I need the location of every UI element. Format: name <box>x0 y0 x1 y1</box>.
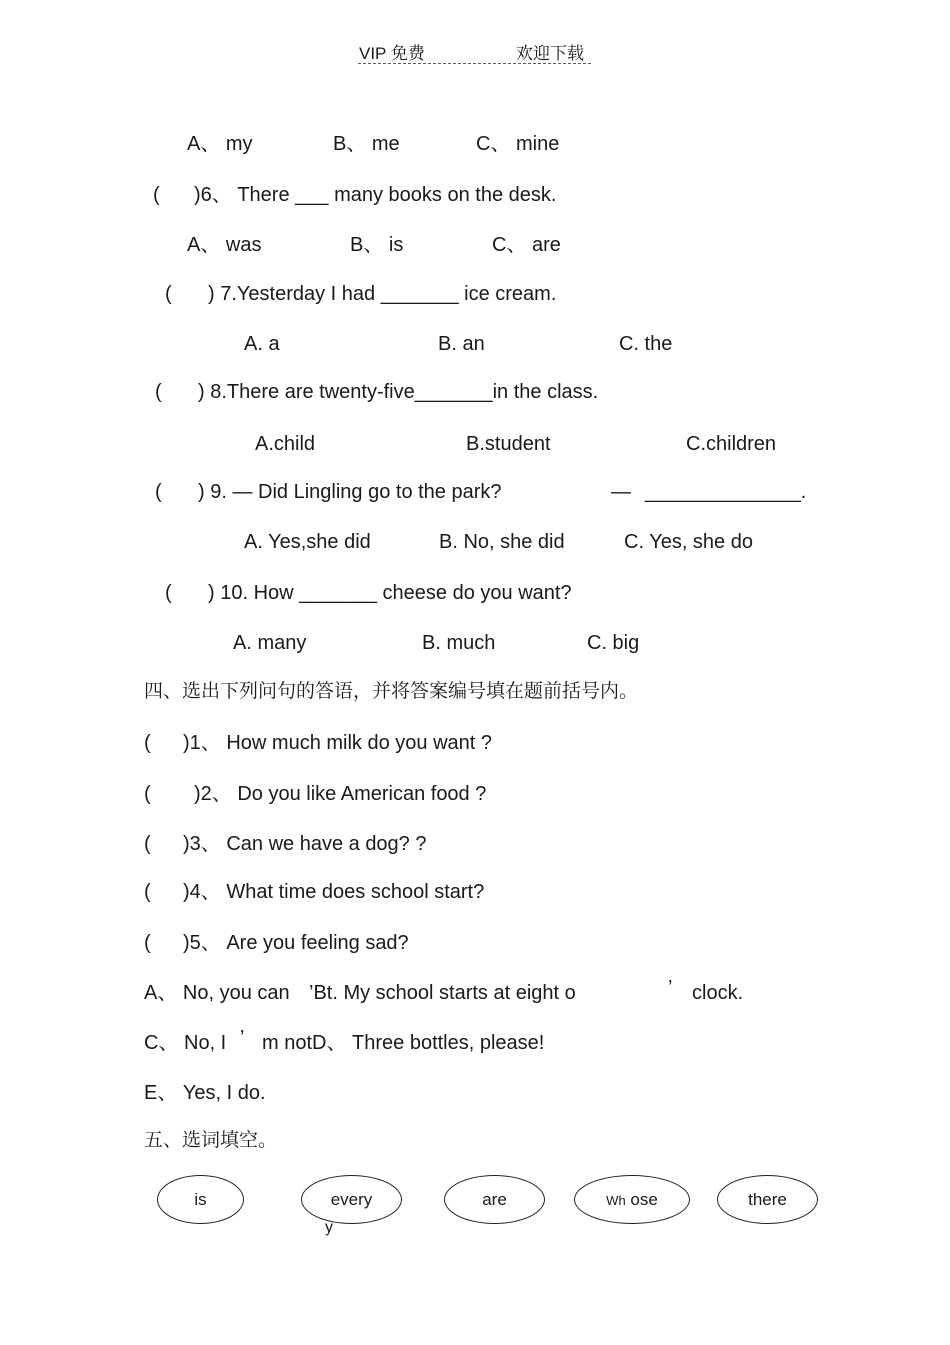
word-oval-is <box>157 1175 244 1224</box>
s4-answer-b-end: clock. <box>692 982 744 1004</box>
s4-answer-cd: m notD、 Three bottles, please! <box>262 1032 545 1054</box>
s4-answer-b-apostrophe: ’ <box>668 977 673 999</box>
q10-question: ) 10. How _______ cheese do you want? <box>208 582 572 604</box>
word-oval-there <box>717 1175 818 1224</box>
q9-answer-blank: ______________. <box>645 481 807 503</box>
s4-answer-e: E、 Yes, I do. <box>144 1082 266 1104</box>
q6-paren: ( <box>153 184 160 206</box>
header-right: 欢迎下载 <box>516 44 584 63</box>
q9-option-c: C. Yes, she do <box>624 531 753 553</box>
q7-question: ) 7.Yesterday I had _______ ice cream. <box>208 283 557 305</box>
s4-answer-a: A、 No, you can <box>144 982 290 1004</box>
s4-q4-text: )4、 What time does school start? <box>183 881 485 903</box>
q7-option-a: A. a <box>244 333 280 355</box>
word-oval-whose <box>574 1175 690 1224</box>
s4-q4-paren: ( <box>144 881 151 903</box>
q8-option-a: A.child <box>255 433 316 455</box>
word-every: every <box>330 1189 373 1209</box>
word-whose-suffix: ose <box>630 1189 658 1209</box>
q8-option-c: C.children <box>686 433 777 455</box>
q10-option-a: A. many <box>233 632 307 654</box>
s4-q5-text: )5、 Are you feeling sad? <box>183 932 409 954</box>
word-are: are <box>482 1189 507 1209</box>
q9-option-b: B. No, she did <box>439 531 565 553</box>
q6-option-b: B、 is <box>350 234 404 256</box>
q7-paren: ( <box>165 283 172 305</box>
header-underline <box>358 63 591 64</box>
s4-answer-b: ’Bt. My school starts at eight o <box>309 982 576 1004</box>
s4-answer-c-apostrophe: ’ <box>240 1027 245 1049</box>
q9-option-a: A. Yes,she did <box>244 531 371 553</box>
section5-title: 五、选词填空。 <box>144 1129 278 1151</box>
q7-option-c: C. the <box>619 333 673 355</box>
word-whose <box>606 1190 658 1210</box>
q5-option-c: C、 mine <box>476 133 560 155</box>
q10-paren: ( <box>165 582 172 604</box>
q9-question: ) 9. — Did Lingling go to the park? <box>198 481 502 503</box>
q7-option-b: B. an <box>438 333 485 355</box>
s4-q3-text: )3、 Can we have a dog? ? <box>183 833 427 855</box>
section4-title: 四、选出下列问句的答语，并将答案编号填在题前括号内。 <box>144 680 639 702</box>
s4-q2-paren: ( <box>144 783 151 805</box>
s4-q5-paren: ( <box>144 932 151 954</box>
q6-option-a: A、 was <box>187 234 262 256</box>
word-every-tail: y <box>325 1219 333 1236</box>
q6-question: )6、 There ___ many books on the desk. <box>194 184 557 206</box>
s4-q3-paren: ( <box>144 833 151 855</box>
s4-answer-c: C、 No, I <box>144 1032 227 1054</box>
header-left: VIP 免费 <box>359 44 425 63</box>
word-there: there <box>748 1189 787 1209</box>
q5-option-b: B、 me <box>333 133 400 155</box>
q10-option-b: B. much <box>422 632 496 654</box>
word-oval-every <box>301 1175 402 1224</box>
word-is: is <box>194 1189 207 1209</box>
word-oval-are <box>444 1175 545 1224</box>
s4-q1-paren: ( <box>144 732 151 754</box>
q8-question: ) 8.There are twenty-five_______in the class. <box>198 381 599 403</box>
q5-option-a: A、 my <box>187 133 253 155</box>
q8-option-b: B.student <box>466 433 551 455</box>
q8-paren: ( <box>155 381 162 403</box>
q10-option-c: C. big <box>587 632 640 654</box>
q9-dash: — <box>611 481 631 503</box>
word-whose-prefix: Wh <box>606 1192 626 1208</box>
q9-paren: ( <box>155 481 162 503</box>
q6-option-c: C、 are <box>492 234 561 256</box>
s4-q2-text: )2、 Do you like American food ? <box>194 783 487 805</box>
s4-q1-text: )1、 How much milk do you want ? <box>183 732 493 754</box>
